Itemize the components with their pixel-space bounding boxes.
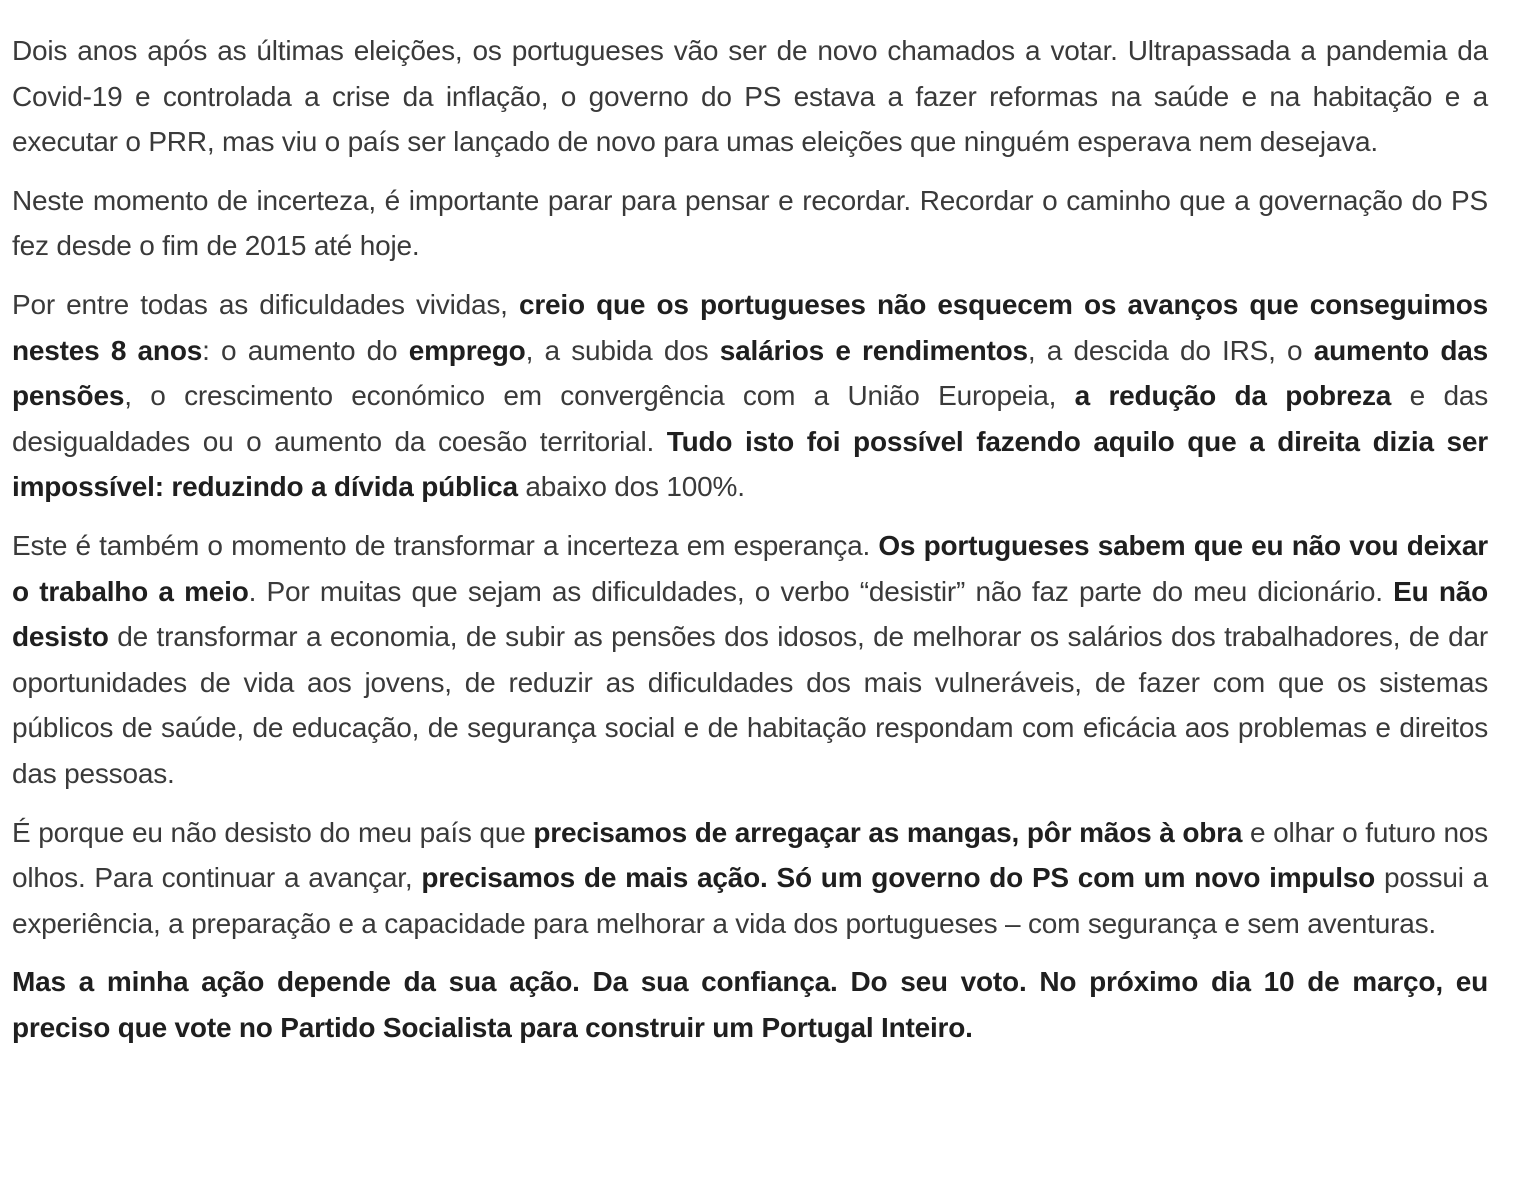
text-segment: , a subida dos	[525, 334, 720, 366]
text-segment: É porque eu não desisto do meu país que	[12, 816, 534, 848]
text-segment: abaixo dos 100%.	[517, 471, 745, 503]
bold-segment: aumento das pensões	[12, 334, 1488, 412]
text-segment: possui a experiência, a preparação e a capacidade para melhorar a vida dos portugueses – com segurança e sem aventuras.	[12, 862, 1489, 939]
text-segment: . Por muitas que sejam as dificuldades, o verbo “desistir” não faz parte do meu dicionário.	[248, 575, 1394, 607]
bold-segment: salários e rendimentos	[719, 334, 1028, 366]
text-segment: : o aumento do	[202, 334, 409, 366]
paragraph-uncertainty	[12, 178, 1488, 269]
paragraph-hope	[12, 523, 1488, 797]
paragraph-closing	[12, 959, 1488, 1050]
paragraph-action	[12, 810, 1488, 947]
bold-segment: emprego	[408, 334, 526, 366]
bold-segment: precisamos de arregaçar as mangas, pôr mãos à obra	[533, 816, 1243, 848]
bold-segment: Os portugueses sabem que eu não vou deixar o trabalho a meio	[12, 529, 1488, 607]
text-segment: , a descida do IRS, o	[1027, 334, 1314, 366]
bold-segment: precisamos de mais ação. Só um governo do PS com um novo impulso	[421, 862, 1376, 894]
paragraph-closing-text: Mas a minha ação depende da sua ação. Da sua confiança. Do seu voto. No próximo dia 10 de março, eu preciso que vote no Partido Socialista para construir um Portugal Inteiro.	[12, 966, 1488, 1043]
paragraph-intro-text: Dois anos após as últimas eleições, os portugueses vão ser de novo chamados a votar. Ultrapassada a pandemia da Covid-19 e controlada a crise da inflação, o governo do PS estava a fazer reformas na saúde e na habitação e a executar o PRR, mas viu o país ser lançado de novo para umas eleições que ninguém esperava nem desejava.	[12, 35, 1488, 158]
text-segment: e das desigualdades ou o aumento da coesão territorial.	[12, 380, 1488, 457]
text-segment: e olhar o futuro nos olhos. Para continuar a avançar,	[12, 816, 1488, 894]
bold-segment: Eu não desisto	[12, 575, 1489, 653]
bold-segment: Tudo isto foi possível fazendo aquilo que a direita dizia ser impossível: reduzindo a dívida pública	[12, 425, 1488, 503]
text-segment: Por entre todas as dificuldades vividas,	[12, 288, 519, 320]
article-body	[12, 28, 1488, 1063]
text-segment: Este é também o momento de transformar a incerteza em esperança.	[12, 529, 879, 561]
text-segment: , o crescimento económico em convergência com a União Europeia,	[124, 380, 1075, 412]
paragraph-achievements	[12, 282, 1488, 510]
paragraph-intro	[12, 28, 1488, 165]
bold-segment: creio que os portugueses não esquecem os avanços que conseguimos nestes 8 anos	[12, 288, 1488, 366]
bold-segment: a redução da pobreza	[1074, 380, 1392, 412]
text-segment: de transformar a economia, de subir as pensões dos idosos, de melhorar os salários dos trabalhadores, de dar oportunidades de vida aos jovens, de reduzir as dificuldades dos mais vulneráveis, de fazer com que os sistemas públicos de saúde, de educação, de segurança social e de habitação respondam com eficácia aos problemas e direitos das pessoas.	[12, 621, 1488, 789]
paragraph-uncertainty-text: Neste momento de incerteza, é importante parar para pensar e recordar. Recordar o caminho que a governação do PS fez desde o fim de 2015 até hoje.	[12, 184, 1488, 262]
